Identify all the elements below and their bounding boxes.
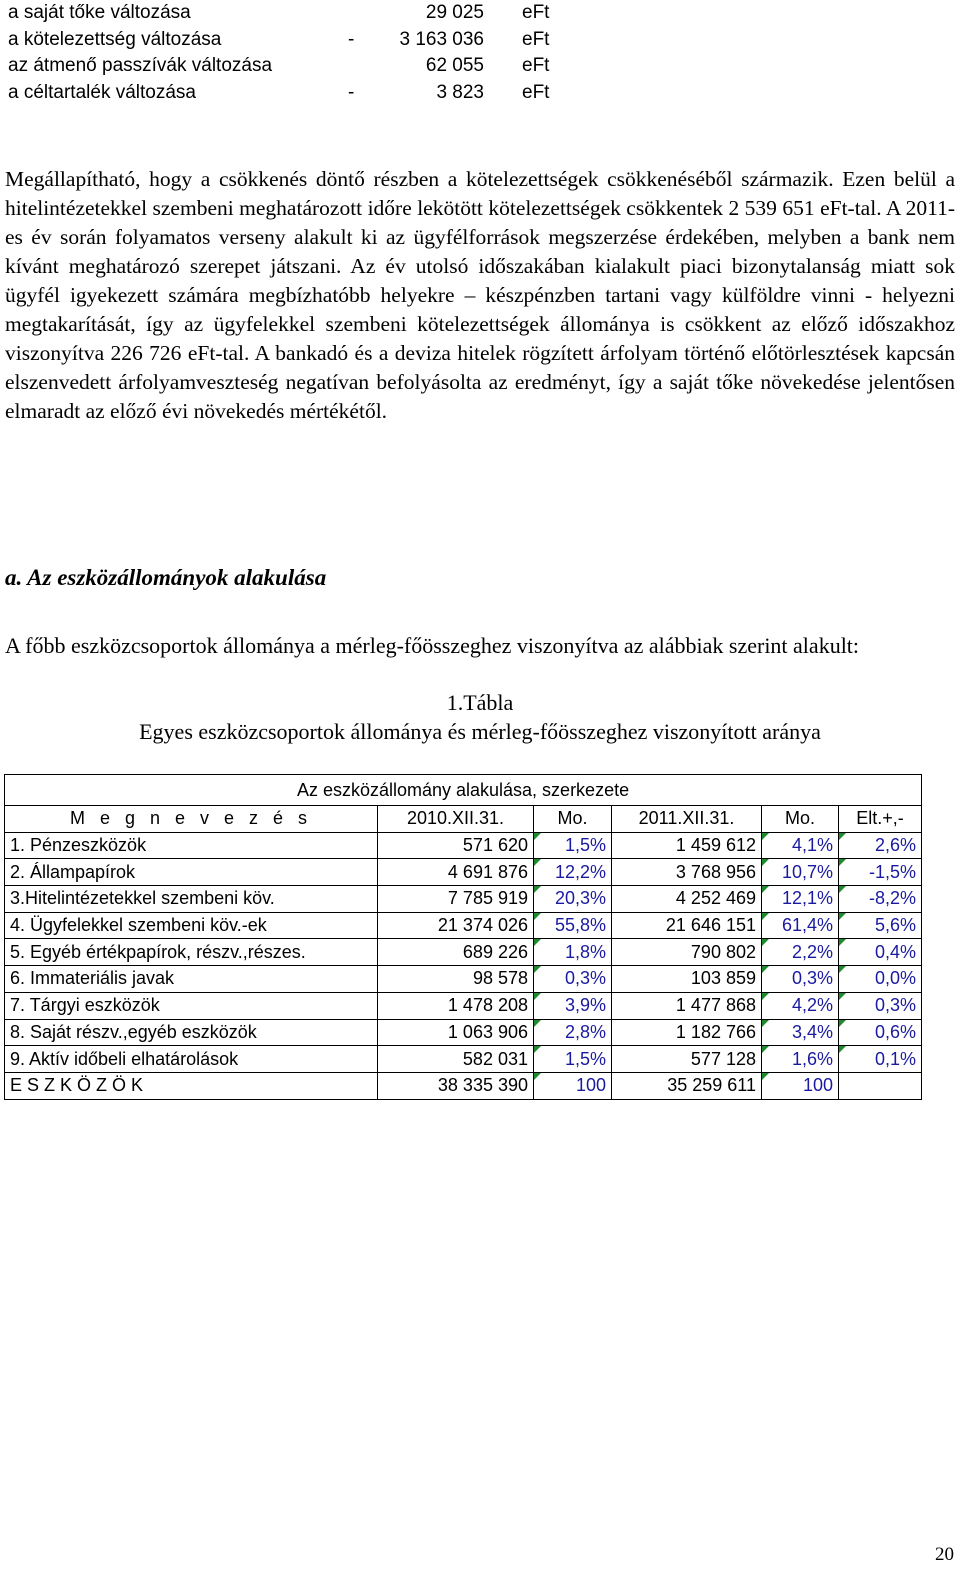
change-label: a saját tőke változása [8,2,191,23]
share-2010: 1,5% [534,832,612,859]
change-unit: eFt [522,28,550,50]
value-2011: 103 859 [612,966,762,993]
share-2010: 3,9% [534,992,612,1019]
share-difference: 2,6% [839,832,922,859]
table-number: 1.Tábla [446,690,514,715]
value-2010: 21 374 026 [378,912,534,939]
share-difference: 5,6% [839,912,922,939]
change-label: az átmenő passzívák változása [8,55,273,76]
column-header-mo-2011: Mo. [762,806,839,833]
value-2011: 3 768 956 [612,859,762,886]
share-2010: 20,3% [534,886,612,913]
row-name: 6. Immateriális javak [5,966,378,993]
share-2010: 1,8% [534,939,612,966]
table-title: Egyes eszközcsoportok állománya és mérleg-főösszeghez viszonyított aránya [139,719,821,744]
section-intro-text: A főbb eszközcsoportok állománya a mérleg-főösszeghez viszonyítva az alábbiak szerint alakult: [5,633,860,658]
change-sign: - [348,28,355,50]
share-2011: 4,2% [762,992,839,1019]
analysis-paragraph [5,165,955,426]
total-share-2010: 100 [534,1072,612,1099]
share-2011: 61,4% [762,912,839,939]
share-2011: 10,7% [762,859,839,886]
share-difference: 0,0% [839,966,922,993]
change-label: a kötelezettség változása [8,28,222,50]
column-header-difference: Elt.+,- [839,806,922,833]
change-row [8,27,568,54]
total-label: E S Z K Ö Z Ö K [5,1072,378,1099]
value-2011: 577 128 [612,1046,762,1073]
value-2010: 571 620 [378,832,534,859]
value-2011: 1 477 868 [612,992,762,1019]
share-difference: -8,2% [839,886,922,913]
row-name: 3.Hitelintézetekkel szembeni köv. [5,886,378,913]
column-header-name: M e g n e v e z é s [5,806,378,833]
section-heading: a. Az eszközállományok alakulása [5,565,327,590]
change-value: 3 823 [436,81,484,103]
change-summary [8,0,568,106]
table-row [5,912,922,939]
value-2010: 689 226 [378,939,534,966]
share-2010: 0,3% [534,966,612,993]
value-2011: 1 182 766 [612,1019,762,1046]
change-sign: - [348,81,355,103]
change-unit: eFt [522,81,550,103]
share-difference: 0,6% [839,1019,922,1046]
value-2010: 7 785 919 [378,886,534,913]
row-name: 2. Állampapírok [5,859,378,886]
column-header-2011: 2011.XII.31. [612,806,762,833]
share-2011: 0,3% [762,966,839,993]
change-value: 62 055 [425,55,484,76]
value-2011: 21 646 151 [612,912,762,939]
section-intro [5,631,955,660]
table-group-header-row [5,775,922,806]
total-2011: 35 259 611 [612,1072,762,1099]
column-header-2010: 2010.XII.31. [378,806,534,833]
row-name: 1. Pénzeszközök [5,832,378,859]
table-row [5,939,922,966]
share-difference: 0,1% [839,1046,922,1073]
change-value: 29 025 [425,2,484,23]
value-2011: 790 802 [612,939,762,966]
column-header-mo-2010: Mo. [534,806,612,833]
row-name: 5. Egyéb értékpapírok, részv.,részes. [5,939,378,966]
share-2011: 2,2% [762,939,839,966]
table-header-row [5,806,922,833]
value-2010: 1 478 208 [378,992,534,1019]
asset-table [4,774,922,1100]
change-value: 3 163 036 [399,28,484,50]
value-2010: 98 578 [378,966,534,993]
table-total-row [5,1072,922,1099]
share-2010: 2,8% [534,1019,612,1046]
table-row [5,859,922,886]
row-name: 4. Ügyfelekkel szembeni köv.-ek [5,912,378,939]
share-2010: 55,8% [534,912,612,939]
share-2010: 1,5% [534,1046,612,1073]
value-2011: 4 252 469 [612,886,762,913]
page-number: 20 [935,1544,954,1565]
share-difference: -1,5% [839,859,922,886]
value-2011: 1 459 612 [612,832,762,859]
table-row [5,832,922,859]
share-2011: 4,1% [762,832,839,859]
analysis-text: Megállapítható, hogy a csökkenés döntő részben a kötelezettségek csökkenéséből származik. Ezen belül a hitelintézetekkel szembeni meghatározott időre lekötött kötelezettségek csökkentek 2 539 651 eFt-tal. A 2011-es év során folyamatos verseny alakult ki az ügyfélforrások megszerzése érdekében, melyben a bank nem kívánt meghatározó szerepet játszani. Az év utolsó időszakában kialakult piaci bizonytalanság miatt sok ügyfél igyekezett számára megbízhatóbb helyekre – készpénzben tartani vagy külföldre vinni - helyezni megtakarítását, így az ügyfelekkel szembeni kötelezettségek állománya is csökkent az előző időszakhoz viszonyítva 226 726 eFt-tal. A bankadó és a deviza hitelek rögzített árfolyam történő előtörlesztések kapcsán elszenvedett árfolyamveszteség negatívan befolyásolta az eredményt, így a saját tőke növekedése jelentősen elmaradt az előző évi növekedés mértékétől. [5,167,955,423]
table-row [5,992,922,1019]
value-2010: 1 063 906 [378,1019,534,1046]
total-difference [839,1072,922,1099]
change-row [8,80,568,107]
change-unit: eFt [522,2,550,23]
change-row [8,53,568,80]
row-name: 7. Tárgyi eszközök [5,992,378,1019]
share-2011: 1,6% [762,1046,839,1073]
total-share-2011: 100 [762,1072,839,1099]
change-label: a céltartalék változása [8,81,196,103]
table-row [5,886,922,913]
share-difference: 0,4% [839,939,922,966]
value-2010: 582 031 [378,1046,534,1073]
total-2010: 38 335 390 [378,1072,534,1099]
table-row [5,1046,922,1073]
change-unit: eFt [522,55,550,76]
table-row [5,966,922,993]
row-name: 8. Saját részv.,egyéb eszközök [5,1019,378,1046]
change-row [8,0,568,27]
share-2010: 12,2% [534,859,612,886]
table-row [5,1019,922,1046]
value-2010: 4 691 876 [378,859,534,886]
share-difference: 0,3% [839,992,922,1019]
row-name: 9. Aktív időbeli elhatárolások [5,1046,378,1073]
share-2011: 3,4% [762,1019,839,1046]
share-2011: 12,1% [762,886,839,913]
table-group-header: Az eszközállomány alakulása, szerkezete [5,775,922,806]
